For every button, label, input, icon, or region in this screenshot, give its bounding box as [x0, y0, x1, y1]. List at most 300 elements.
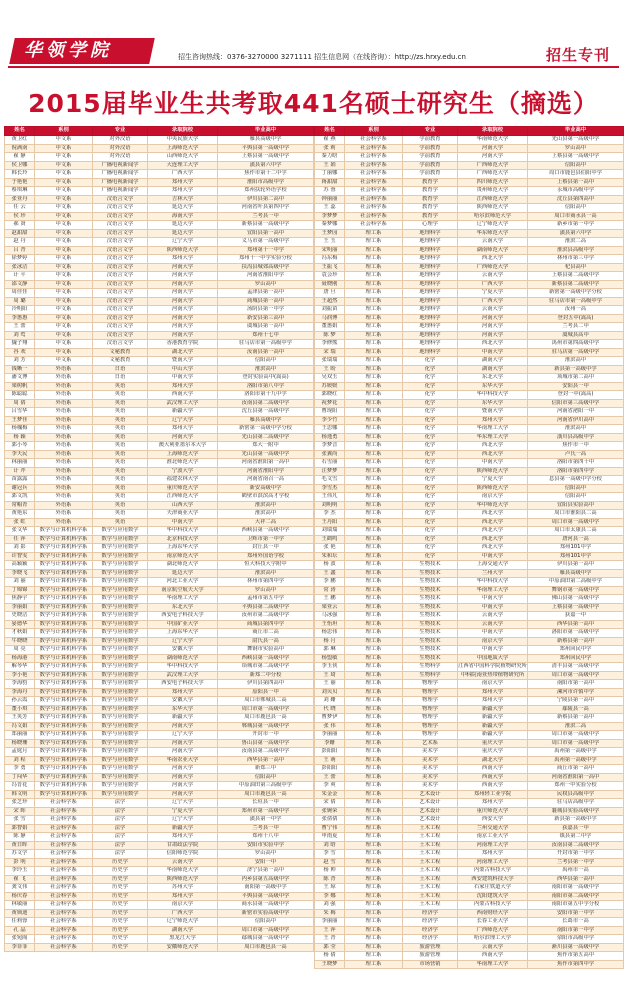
table-cell: 理工系 [345, 909, 403, 918]
table-cell: 魏子翔 [5, 340, 35, 349]
table-cell: 理工系 [345, 867, 403, 876]
table-cell: 东华大学 [148, 705, 218, 714]
table-cell: 张 艳 [315, 544, 345, 553]
table-cell: 社会科学系 [35, 935, 93, 944]
table-cell: 社会科学系 [345, 221, 403, 230]
table-row [315, 229, 624, 238]
table-cell: 中原油田第二高级中学 [528, 578, 624, 587]
table-cell: 华中科技大学 [148, 527, 218, 536]
table-cell: 社会科学系 [35, 841, 93, 850]
table-cell: 理工系 [345, 578, 403, 587]
table-cell: 朱和坛 [315, 552, 345, 561]
table-cell: 新疆大学 [148, 714, 218, 723]
table-cell: 朱 梅 [315, 909, 345, 918]
table-cell: 汉语言文学 [93, 297, 148, 306]
table-cell: 周口市郸城县二高 [218, 697, 314, 706]
table-row [315, 195, 624, 204]
table-row [315, 459, 624, 468]
table-row [315, 535, 624, 544]
table-row [5, 561, 314, 570]
table-cell: 董惠娟 [315, 323, 345, 332]
column-header: 姓名 [5, 127, 35, 136]
table-cell: 苏媛媛 [315, 382, 345, 391]
table-cell: 中南大学 [458, 603, 528, 612]
table-cell: 中山大学 [148, 365, 218, 374]
table-cell: 舞钢市第一高级中学 [528, 586, 624, 595]
table-cell: 汉语言文学 [93, 212, 148, 221]
table-cell: 华中科技大学 [458, 578, 528, 587]
table-cell: 登封一中(嵩高) [528, 391, 624, 400]
table-cell: 对外汉语 [93, 136, 148, 145]
table-cell: 兰州交通大学 [458, 824, 528, 833]
table-cell: 化学 [403, 484, 458, 493]
table-cell: 冯晋花 [5, 782, 35, 791]
table-cell: 新蔡县第一高中 [528, 637, 624, 646]
table-cell: 上海交通大学 [458, 561, 528, 570]
table-cell: 社会科学系 [345, 144, 403, 153]
table-cell: 理工系 [345, 663, 403, 672]
table-cell: 化学 [403, 374, 458, 383]
table-cell: 中文系 [35, 297, 93, 306]
table-row [315, 782, 624, 791]
table-cell: 地理科学 [403, 289, 458, 298]
table-row [5, 518, 314, 527]
table-cell: 生物科学 [403, 671, 458, 680]
table-row [315, 816, 624, 825]
table-cell: 息县第一高级中学分校 [528, 476, 624, 485]
table-cell: 洛阳市第八中学 [218, 382, 314, 391]
table-cell: 新密第一高级中学分校 [528, 289, 624, 298]
table-cell: 王鹤鸣 [315, 535, 345, 544]
table-cell: 华南师范大学 [148, 867, 218, 876]
table-cell: 刘 晗 [315, 841, 345, 850]
table-row [5, 552, 314, 561]
table-cell: 社会科学系 [35, 943, 93, 952]
table-cell: 申雨夏 [315, 833, 345, 842]
table-row [5, 221, 314, 230]
table-cell: 理工系 [345, 510, 403, 519]
table-cell: 长春工业大学 [458, 918, 528, 927]
table-cell: 尉氏县一高 [218, 637, 314, 646]
table-cell: 林丽丽 [5, 459, 35, 468]
table-cell: 地理科学 [403, 306, 458, 315]
table-cell: 数学与应用数学 [93, 756, 148, 765]
table-cell: 淮北师范大学 [148, 459, 218, 468]
table-cell: 广西大学 [458, 297, 528, 306]
table-cell: 刘振苗 [315, 306, 345, 315]
table-cell: 上蔡县第一高级中学 [218, 153, 314, 162]
table-cell: 钱晰一 [5, 365, 35, 374]
table-cell: 土木工程 [403, 875, 458, 884]
table-cell: 辽宁大学 [148, 416, 218, 425]
table-cell: 宋 晖 [5, 807, 35, 816]
table-cell: 冷明阳 [5, 306, 35, 315]
table-cell: 上海东华大学 [148, 629, 218, 638]
table-cell: 数学与计算机科学系 [35, 595, 93, 604]
table-cell: 扶沟县城郊高级中学 [218, 263, 314, 272]
table-cell: 地理科学 [403, 272, 458, 281]
table-cell: 李姗 [315, 739, 345, 748]
table-cell: 原阳县一中 [218, 688, 314, 697]
table-cell: 云南大学 [458, 272, 528, 281]
table-cell: 郑州大学 [148, 382, 218, 391]
table-cell: 理工系 [345, 527, 403, 536]
table-cell: 社会科学系 [35, 901, 93, 910]
table-cell: 淮滨县高级中学 [528, 246, 624, 255]
table-row [5, 187, 314, 196]
table-cell: 化学 [403, 510, 458, 519]
table-cell: 化学 [403, 544, 458, 553]
table-cell: 理工系 [345, 357, 403, 366]
table-row [5, 204, 314, 213]
table-cell: 淮滨高中 [528, 357, 624, 366]
table-cell: 虞城县第一高中 [218, 323, 314, 332]
table-cell: 外语系 [35, 442, 93, 451]
table-row [315, 722, 624, 731]
table-row [5, 875, 314, 884]
table-cell: 社会科学系 [345, 195, 403, 204]
table-cell: 陈聪聪 [5, 391, 35, 400]
table-row [5, 850, 314, 859]
table-cell: 湖北大学 [458, 756, 528, 765]
table-cell: 中文系 [35, 212, 93, 221]
table-cell: 林州市第四中学 [218, 578, 314, 587]
table-cell: 河南省叶县第四中学 [218, 204, 314, 213]
table-cell: 兰考县二中 [528, 323, 624, 332]
table-cell: 甘肃政法学院 [148, 841, 218, 850]
table-cell: 武汉理工大学 [148, 671, 218, 680]
table-cell: 西北大学 [458, 535, 528, 544]
table-cell: 数学与应用数学 [93, 637, 148, 646]
table-cell: 安阳一中 [218, 858, 314, 867]
table-cell: 新县第一高级中学 [528, 816, 624, 825]
table-cell: 化学 [403, 382, 458, 391]
table-cell: 广西大学 [148, 170, 218, 179]
table-cell: 云南大学 [458, 620, 528, 629]
table-cell: 香港教育学院 [148, 340, 218, 349]
table-cell: 杨 倩 [315, 952, 345, 961]
table-cell: 杨槐梅 [5, 425, 35, 434]
table-cell: 数学与应用数学 [93, 603, 148, 612]
table-cell: 南京工业大学 [458, 833, 528, 842]
table-row [5, 535, 314, 544]
table-cell: 辽宁大学 [148, 799, 218, 808]
table-cell: 汉语言文学 [93, 195, 148, 204]
table-row [5, 646, 314, 655]
table-cell: 美术学 [403, 765, 458, 774]
table-cell: 数学与计算机科学系 [35, 637, 93, 646]
table-row [315, 756, 624, 765]
table-cell: 汝南县第二高级中学 [218, 399, 314, 408]
table-cell: 社会科学系 [345, 170, 403, 179]
table-cell: 理工系 [345, 535, 403, 544]
table-cell: 汉语言文学 [93, 255, 148, 264]
table-cell: 王怡坦 [315, 620, 345, 629]
table-cell: 苗露露 [5, 476, 35, 485]
table-cell: 商城县第一高中 [218, 297, 314, 306]
table-cell: 陕西师范大学 [148, 246, 218, 255]
table-cell: 美术学 [403, 773, 458, 782]
table-cell: 美术学 [403, 782, 458, 791]
table-cell: 数学与计算机科学系 [35, 620, 93, 629]
table-cell: 信阳高中 [218, 773, 314, 782]
table-cell: 华中科技大学 [458, 391, 528, 400]
table-row [5, 773, 314, 782]
table-cell: 辽宁师范大学 [148, 918, 218, 927]
table-row [315, 221, 624, 230]
table-cell: 吕 青 [5, 246, 35, 255]
table-cell: 新蔡县第二高级中学 [528, 280, 624, 289]
table-cell: 外语系 [35, 501, 93, 510]
table-cell: 中文系 [35, 357, 93, 366]
page-header [0, 0, 627, 72]
table-cell: 化学 [403, 535, 458, 544]
table-cell: 数学与计算机科学系 [35, 739, 93, 748]
table-cell: 卢氏一高 [528, 450, 624, 459]
table-cell: 理工系 [345, 680, 403, 689]
table-cell: 张婉荣 [315, 807, 345, 816]
table-cell: 唐河县一高 [528, 535, 624, 544]
table-cell: 王 蕾 [5, 323, 35, 332]
table-cell: 地理科学 [403, 255, 458, 264]
table-cell: 英语 [93, 416, 148, 425]
table-cell: 邵文静 [5, 280, 35, 289]
table-cell: 西峡县第一高级中学 [218, 654, 314, 663]
table-row [315, 663, 624, 672]
table-cell: 重庆师范大学 [148, 484, 218, 493]
table-cell: 经济学 [403, 909, 458, 918]
table-cell: 河南大学 [148, 297, 218, 306]
table-row [5, 765, 314, 774]
table-cell: 土木工程 [403, 841, 458, 850]
table-cell: 王梦园 [315, 229, 345, 238]
table-cell: 海南大学 [148, 212, 218, 221]
table-cell: 王 琦 [315, 671, 345, 680]
table-cell: 苏州大学 [148, 884, 218, 893]
table-cell: 周口市鹿邑县一高 [218, 714, 314, 723]
table-cell: 林敏丽 [5, 901, 35, 910]
table-cell: 艺术设计 [403, 807, 458, 816]
table-cell: 艺术系 [403, 739, 458, 748]
table-cell: 计 平 [5, 272, 35, 281]
table-cell: 祝梦花 [315, 399, 345, 408]
table-cell: 郑州大学 [458, 688, 528, 697]
table-cell: 王 青 [315, 935, 345, 944]
table-cell: 南京航空航天大学 [148, 586, 218, 595]
table-cell: 理工系 [345, 782, 403, 791]
table-cell: 张 雪 [5, 816, 35, 825]
table-cell: 焦作市第四中学 [528, 960, 624, 969]
table-cell: 雁县高级中学 [218, 136, 314, 145]
table-cell: 舞钢市实验高中 [218, 646, 314, 655]
table-cell: 河南大学 [148, 773, 218, 782]
table-cell: 数学与计算机科学系 [35, 612, 93, 621]
table-cell: 数学与应用数学 [93, 739, 148, 748]
table-cell: 数学与应用数学 [93, 663, 148, 672]
table-row [315, 374, 624, 383]
table-cell: 数学与计算机科学系 [35, 527, 93, 536]
table-cell: 数学与应用数学 [93, 552, 148, 561]
table-row [315, 850, 624, 859]
table-row [315, 297, 624, 306]
school-logo: 华领学院 [24, 40, 112, 61]
table-cell: 王 丽 [315, 680, 345, 689]
table-cell: 兰考县一中 [218, 212, 314, 221]
table-cell: 生物技术 [403, 646, 458, 655]
table-cell: 外语系 [35, 408, 93, 417]
table-cell: 社会科学系 [345, 153, 403, 162]
table-cell: 中文系 [35, 170, 93, 179]
table-cell: 社会科学系 [35, 799, 93, 808]
table-cell: 数学与计算机科学系 [35, 603, 93, 612]
table-cell: 南京大学 [148, 901, 218, 910]
table-cell: 郑州101中学 [528, 552, 624, 561]
table-cell: 华中科技大学 [148, 663, 218, 672]
table-row [315, 442, 624, 451]
table-cell: 王 萌 [315, 756, 345, 765]
table-cell: 天津商业大学 [148, 510, 218, 519]
table-cell: 李晓飞 [5, 569, 35, 578]
table-cell: 郑州十一中学实验分校 [218, 255, 314, 264]
table-cell: 曹梦伊 [315, 714, 345, 723]
table-cell: 唐 旦 [315, 289, 345, 298]
table-row [315, 892, 624, 901]
table-cell: 中南大学 [458, 595, 528, 604]
table-cell: 河南省淮阳中学 [218, 272, 314, 281]
table-cell: 理工系 [345, 858, 403, 867]
table-cell: 理工系 [345, 654, 403, 663]
table-cell: 数学与计算机科学系 [35, 773, 93, 782]
table-cell: 淮滨高中 [218, 510, 314, 519]
table-cell: 教育学 [403, 195, 458, 204]
table-row [5, 195, 314, 204]
table-cell: 数学与计算机科学系 [35, 586, 93, 595]
table-cell: 学前教育 [403, 170, 458, 179]
table-cell: 理工系 [345, 442, 403, 451]
table-cell: 江西师范大学 [148, 493, 218, 502]
table-row [315, 365, 624, 374]
column-header: 录取院校 [148, 127, 218, 136]
table-cell: 周 倩 [5, 399, 35, 408]
table-row [5, 170, 314, 179]
table-cell: 驻马店市第一高级中学 [528, 297, 624, 306]
table-cell: 化学 [403, 408, 458, 417]
table-cell: 丁闯华 [5, 773, 35, 782]
table-row [5, 314, 314, 323]
table-cell: 数学与应用数学 [93, 612, 148, 621]
table-cell: 理工系 [345, 323, 403, 332]
table-cell: 李丽娟 [5, 603, 35, 612]
table-cell: 中文系 [35, 331, 93, 340]
table-cell: 南京师范大学 [148, 552, 218, 561]
table-row [315, 425, 624, 434]
table-cell: 河南省淮阳第一高中 [528, 773, 624, 782]
table-row [5, 926, 314, 935]
table-cell: 延边大学 [148, 569, 218, 578]
table-cell: 广西师范大学 [458, 926, 528, 935]
table-row [315, 212, 624, 221]
table-cell: 驻马店高级中学 [528, 799, 624, 808]
table-cell: 社会科学系 [345, 187, 403, 196]
table-cell: 张瑞瑞 [315, 357, 345, 366]
table-cell: 旅游管理 [403, 943, 458, 952]
table-cell: 社会科学系 [35, 807, 93, 816]
table-cell: 虞城县高中 [528, 331, 624, 340]
table-cell: 物理学 [403, 705, 458, 714]
table-cell: 华南理工大学 [458, 960, 528, 969]
table-cell: 英语 [93, 442, 148, 451]
table-cell: 兰考县一中 [218, 824, 314, 833]
table-cell: 数学与应用数学 [93, 578, 148, 587]
table-cell: 雁县高级中学 [528, 569, 624, 578]
table-cell: 光山县第一高级中学 [528, 136, 624, 145]
table-cell: 西南大学 [458, 952, 528, 961]
table-cell: 洛阳市第十九中学 [218, 391, 314, 400]
table-cell: 社会科学系 [35, 884, 93, 893]
table-cell: 生物技术 [403, 612, 458, 621]
table-cell: 侯卫娜 [5, 161, 35, 170]
table-cell: 孙云霞 [5, 697, 35, 706]
table-row [315, 578, 624, 587]
table-cell: 信阳高中 [528, 161, 624, 170]
table-cell: 刘 程 [5, 756, 35, 765]
table-row [5, 739, 314, 748]
table-cell: 英语 [93, 450, 148, 459]
table-row [315, 637, 624, 646]
table-cell: 学前教育 [403, 144, 458, 153]
table-cell: 倪满南 [5, 144, 35, 153]
table-row [315, 501, 624, 510]
table-row [5, 510, 314, 519]
table-row [315, 331, 624, 340]
table-cell: 历史学 [93, 875, 148, 884]
table-cell: 英语 [93, 425, 148, 434]
column-header: 毕业高中 [528, 127, 624, 136]
table-cell: 王振飞 [315, 263, 345, 272]
table-cell: 周口市鹿邑县一高 [218, 943, 314, 952]
table-cell: 黄卫红 [5, 136, 35, 145]
table-cell: 信阳高中 [218, 918, 314, 927]
table-row [5, 391, 314, 400]
table-row [5, 756, 314, 765]
table-cell: 上蔡县第二高级中学 [528, 272, 624, 281]
table-row [5, 722, 314, 731]
table-cell: 新安县第三高中 [218, 314, 314, 323]
table-cell: 汝南县第二高级中学 [218, 748, 314, 757]
table-cell: 理工系 [345, 637, 403, 646]
table-row [5, 705, 314, 714]
table-cell: 理工系 [345, 297, 403, 306]
table-row [315, 382, 624, 391]
table-cell: 理工系 [345, 391, 403, 400]
table-row [5, 841, 314, 850]
table-cell: 平舆县第一高级中学 [218, 144, 314, 153]
column-header: 录取院校 [458, 127, 528, 136]
table-row [5, 433, 314, 442]
table-cell: 社会科学系 [35, 824, 93, 833]
table-cell: 理工系 [345, 340, 403, 349]
table-cell: 生物技术 [403, 654, 458, 663]
table-cell: 雁县高级中学 [218, 416, 314, 425]
table-cell: 李 雪 [315, 850, 345, 859]
table-cell: 数学与应用数学 [93, 680, 148, 689]
table-cell: 河南大学 [148, 748, 218, 757]
table-cell: 土木工程 [403, 833, 458, 842]
table-cell: 西北大学 [458, 442, 528, 451]
table-cell: 李惠惠 [5, 314, 35, 323]
table-row [315, 391, 624, 400]
table-cell: 王超然 [315, 297, 345, 306]
